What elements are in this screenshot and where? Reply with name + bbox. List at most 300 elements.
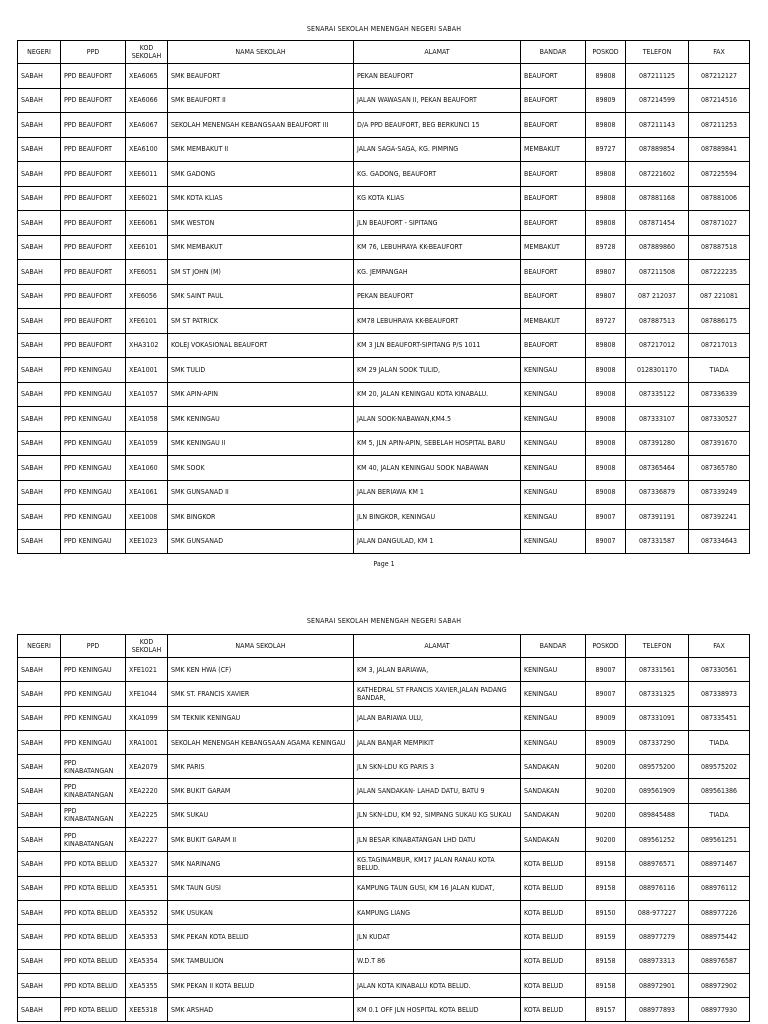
cell-poskod: 89008 <box>586 407 626 432</box>
table-row <box>18 456 750 481</box>
table-row <box>18 828 750 852</box>
cell-telefon: 087391280 <box>626 431 689 456</box>
cell-fax: TIADA <box>689 730 750 754</box>
cell-negeri: SABAH <box>18 162 61 187</box>
cell-bandar: SANDAKAN <box>521 803 586 827</box>
cell-alamat: JALAN BERIAWA KM 1 <box>354 480 521 505</box>
header-negeri: NEGERI <box>18 635 61 658</box>
cell-fax: 087871027 <box>689 211 750 236</box>
cell-telefon: 087391191 <box>626 505 689 530</box>
cell-nama-sekolah: SMK KENINGAU II <box>168 431 354 456</box>
table-row <box>18 973 750 997</box>
header-telefon: TELEFON <box>626 635 689 658</box>
cell-bandar: KOTA BELUD <box>521 852 586 876</box>
cell-ppd: PPD KENINGAU <box>61 505 126 530</box>
cell-poskod: 89808 <box>586 186 626 211</box>
cell-telefon: 089561909 <box>626 779 689 803</box>
cell-telefon: 087881168 <box>626 186 689 211</box>
table-row <box>18 113 750 138</box>
cell-kod-sekolah: XFE6056 <box>126 284 168 309</box>
cell-nama-sekolah: SMK KOTA KLIAS <box>168 186 354 211</box>
cell-nama-sekolah: SMK USUKAN <box>168 900 354 924</box>
cell-telefon: 087365464 <box>626 456 689 481</box>
cell-fax: 087335451 <box>689 706 750 730</box>
cell-telefon: 088976116 <box>626 876 689 900</box>
table-row <box>18 309 750 334</box>
cell-kod-sekolah: XEA5353 <box>126 925 168 949</box>
cell-nama-sekolah: SMK PARIS <box>168 755 354 779</box>
cell-nama-sekolah: SMK SAINT PAUL <box>168 284 354 309</box>
cell-nama-sekolah: SMK KENINGAU <box>168 407 354 432</box>
cell-ppd: PPD KENINGAU <box>61 658 126 682</box>
cell-kod-sekolah: XEA2227 <box>126 828 168 852</box>
cell-negeri: SABAH <box>18 113 61 138</box>
cell-alamat: JALAN WAWASAN II, PEKAN BEAUFORT <box>354 88 521 113</box>
header-kod-sekolah: KOD SEKOLAH <box>126 635 168 658</box>
cell-negeri: SABAH <box>18 755 61 779</box>
cell-nama-sekolah: SMK ARSHAD <box>168 998 354 1022</box>
cell-nama-sekolah: SMK GUNSANAD II <box>168 480 354 505</box>
cell-negeri: SABAH <box>18 88 61 113</box>
cell-negeri: SABAH <box>18 658 61 682</box>
cell-ppd: PPD KINABATANGAN <box>61 779 126 803</box>
cell-nama-sekolah: SMK GADONG <box>168 162 354 187</box>
cell-kod-sekolah: XEA2220 <box>126 779 168 803</box>
header-poskod: POSKOD <box>586 41 626 64</box>
header-fax: FAX <box>689 41 750 64</box>
cell-negeri: SABAH <box>18 682 61 706</box>
cell-fax: 089561251 <box>689 828 750 852</box>
cell-bandar: SANDAKAN <box>521 828 586 852</box>
cell-ppd: PPD BEAUFORT <box>61 88 126 113</box>
cell-kod-sekolah: XEA1060 <box>126 456 168 481</box>
cell-alamat: KM 0.1 OFF JLN HOSPITAL KOTA BELUD <box>354 998 521 1022</box>
cell-bandar: KENINGAU <box>521 358 586 383</box>
cell-fax: TIADA <box>689 803 750 827</box>
cell-bandar: KOTA BELUD <box>521 998 586 1022</box>
cell-fax: 087225594 <box>689 162 750 187</box>
cell-bandar: KENINGAU <box>521 658 586 682</box>
cell-fax: 088972902 <box>689 973 750 997</box>
cell-bandar: BEAUFORT <box>521 162 586 187</box>
cell-kod-sekolah: XEA1001 <box>126 358 168 383</box>
cell-telefon: 087 212037 <box>626 284 689 309</box>
cell-alamat: W.D.T 86 <box>354 949 521 973</box>
cell-nama-sekolah: SMK BUKIT GARAM <box>168 779 354 803</box>
cell-telefon: 087333107 <box>626 407 689 432</box>
cell-fax: 088977930 <box>689 998 750 1022</box>
cell-poskod: 89007 <box>586 658 626 682</box>
cell-telefon: 087211508 <box>626 260 689 285</box>
cell-bandar: KENINGAU <box>521 431 586 456</box>
cell-fax: 087338973 <box>689 682 750 706</box>
cell-ppd: PPD BEAUFORT <box>61 211 126 236</box>
cell-nama-sekolah: KOLEJ VOKASIONAL BEAUFORT <box>168 333 354 358</box>
table-row <box>18 706 750 730</box>
cell-ppd: PPD BEAUFORT <box>61 333 126 358</box>
table-row <box>18 358 750 383</box>
table-row <box>18 998 750 1022</box>
cell-nama-sekolah: SMK MEMBAKUT <box>168 235 354 260</box>
cell-alamat: PEKAN BEAUFORT <box>354 284 521 309</box>
cell-fax: 089561386 <box>689 779 750 803</box>
cell-negeri: SABAH <box>18 186 61 211</box>
cell-bandar: BEAUFORT <box>521 88 586 113</box>
cell-alamat: D/A PPD BEAUFORT, BEG BERKUNCI 15 <box>354 113 521 138</box>
cell-fax: 087330561 <box>689 658 750 682</box>
cell-nama-sekolah: SMK WESTON <box>168 211 354 236</box>
cell-nama-sekolah: SMK BEAUFORT <box>168 64 354 89</box>
cell-kod-sekolah: XFE1044 <box>126 682 168 706</box>
header-bandar: BANDAR <box>521 635 586 658</box>
cell-ppd: PPD BEAUFORT <box>61 162 126 187</box>
cell-kod-sekolah: XEE1008 <box>126 505 168 530</box>
cell-kod-sekolah: XEA5355 <box>126 973 168 997</box>
cell-alamat: JLN BEAUFORT - SIPITANG <box>354 211 521 236</box>
table-row <box>18 186 750 211</box>
cell-negeri: SABAH <box>18 456 61 481</box>
cell-fax: 087 221081 <box>689 284 750 309</box>
cell-negeri: SABAH <box>18 505 61 530</box>
cell-ppd: PPD KOTA BELUD <box>61 949 126 973</box>
cell-kod-sekolah: XEE6011 <box>126 162 168 187</box>
table-row <box>18 925 750 949</box>
cell-bandar: KOTA BELUD <box>521 925 586 949</box>
cell-alamat: KM 5, JLN APIN-APIN, SEBELAH HOSPITAL BARU <box>354 431 521 456</box>
table-row <box>18 658 750 682</box>
cell-ppd: PPD KENINGAU <box>61 382 126 407</box>
cell-ppd: PPD KENINGAU <box>61 706 126 730</box>
cell-alamat: KM 20, JALAN KENINGAU KOTA KINABALU. <box>354 382 521 407</box>
cell-poskod: 90200 <box>586 779 626 803</box>
cell-nama-sekolah: SMK TAUN GUSI <box>168 876 354 900</box>
cell-poskod: 89007 <box>586 505 626 530</box>
cell-poskod: 89809 <box>586 88 626 113</box>
cell-kod-sekolah: XEE6061 <box>126 211 168 236</box>
cell-nama-sekolah: SMK BEAUFORT II <box>168 88 354 113</box>
cell-ppd: PPD BEAUFORT <box>61 260 126 285</box>
cell-alamat: JLN SKN-LDU, KM 92, SIMPANG SUKAU KG SUKAU <box>354 803 521 827</box>
cell-bandar: MEMBAKUT <box>521 309 586 334</box>
cell-negeri: SABAH <box>18 64 61 89</box>
cell-negeri: SABAH <box>18 431 61 456</box>
cell-poskod: 89008 <box>586 431 626 456</box>
cell-poskod: 89158 <box>586 949 626 973</box>
cell-bandar: BEAUFORT <box>521 64 586 89</box>
cell-ppd: PPD KOTA BELUD <box>61 925 126 949</box>
cell-nama-sekolah: SMK SUKAU <box>168 803 354 827</box>
cell-ppd: PPD KENINGAU <box>61 407 126 432</box>
cell-alamat: KAMPUNG LIANG <box>354 900 521 924</box>
cell-fax: TIADA <box>689 358 750 383</box>
cell-kod-sekolah: XRA1001 <box>126 730 168 754</box>
cell-bandar: KENINGAU <box>521 505 586 530</box>
cell-negeri: SABAH <box>18 876 61 900</box>
cell-poskod: 89009 <box>586 706 626 730</box>
cell-bandar: BEAUFORT <box>521 284 586 309</box>
cell-telefon: 087214599 <box>626 88 689 113</box>
cell-alamat: KM 3 JLN BEAUFORT-SIPITANG P/S 1011 <box>354 333 521 358</box>
cell-negeri: SABAH <box>18 309 61 334</box>
cell-ppd: PPD KINABATANGAN <box>61 755 126 779</box>
cell-bandar: KOTA BELUD <box>521 973 586 997</box>
cell-telefon: 0128301170 <box>626 358 689 383</box>
cell-kod-sekolah: XEA6100 <box>126 137 168 162</box>
cell-negeri: SABAH <box>18 137 61 162</box>
cell-fax: 088976587 <box>689 949 750 973</box>
cell-telefon: 087221602 <box>626 162 689 187</box>
cell-nama-sekolah: SM TEKNIK KENINGAU <box>168 706 354 730</box>
table-row <box>18 755 750 779</box>
cell-alamat: JALAN KOTA KINABALU KOTA BELUD. <box>354 973 521 997</box>
cell-telefon: 087331091 <box>626 706 689 730</box>
cell-fax: 087212127 <box>689 64 750 89</box>
cell-negeri: SABAH <box>18 730 61 754</box>
cell-telefon: 088972901 <box>626 973 689 997</box>
cell-alamat: KM 76, LEBUHRAYA KK-BEAUFORT <box>354 235 521 260</box>
table-row <box>18 480 750 505</box>
cell-fax: 087881006 <box>689 186 750 211</box>
cell-alamat: JALAN BARIAWA ULU, <box>354 706 521 730</box>
cell-alamat: JLN BESAR KINABATANGAN LHD DATU <box>354 828 521 852</box>
cell-ppd: PPD BEAUFORT <box>61 235 126 260</box>
cell-kod-sekolah: XEA6065 <box>126 64 168 89</box>
cell-kod-sekolah: XEA1059 <box>126 431 168 456</box>
cell-telefon: 087331325 <box>626 682 689 706</box>
cell-kod-sekolah: XEA2225 <box>126 803 168 827</box>
page-title: SENARAI SEKOLAH MENENGAH NEGERI SABAH <box>306 25 462 33</box>
cell-fax: 088976112 <box>689 876 750 900</box>
cell-poskod: 89008 <box>586 456 626 481</box>
cell-nama-sekolah: SEKOLAH MENENGAH KEBANGSAAN AGAMA KENINGAU <box>168 730 354 754</box>
cell-fax: 088971467 <box>689 852 750 876</box>
cell-telefon: 087331561 <box>626 658 689 682</box>
table-row <box>18 162 750 187</box>
cell-nama-sekolah: SEKOLAH MENENGAH KEBANGSAAN BEAUFORT III <box>168 113 354 138</box>
cell-ppd: PPD KENINGAU <box>61 456 126 481</box>
cell-fax: 087330527 <box>689 407 750 432</box>
cell-telefon: 088977893 <box>626 998 689 1022</box>
cell-fax: 087392241 <box>689 505 750 530</box>
cell-poskod: 89808 <box>586 113 626 138</box>
cell-negeri: SABAH <box>18 284 61 309</box>
cell-telefon: 087887513 <box>626 309 689 334</box>
cell-alamat: JLN SKN-LDU KG PARIS 3 <box>354 755 521 779</box>
table-row <box>18 333 750 358</box>
cell-bandar: MEMBAKUT <box>521 235 586 260</box>
table-row <box>18 407 750 432</box>
cell-fax: 087211253 <box>689 113 750 138</box>
cell-bandar: BEAUFORT <box>521 260 586 285</box>
page-number: Page 1 <box>373 560 395 568</box>
cell-bandar: KENINGAU <box>521 529 586 554</box>
cell-kod-sekolah: XEE5318 <box>126 998 168 1022</box>
cell-nama-sekolah: SMK KEN HWA (CF) <box>168 658 354 682</box>
cell-fax: 087391670 <box>689 431 750 456</box>
cell-alamat: JALAN SOOK-NABAWAN,KM4.5 <box>354 407 521 432</box>
table-row <box>18 235 750 260</box>
cell-poskod: 89159 <box>586 925 626 949</box>
cell-fax: 087886175 <box>689 309 750 334</box>
cell-negeri: SABAH <box>18 480 61 505</box>
cell-telefon: 087335122 <box>626 382 689 407</box>
cell-fax: 087217013 <box>689 333 750 358</box>
cell-poskod: 89150 <box>586 900 626 924</box>
cell-bandar: KENINGAU <box>521 456 586 481</box>
cell-nama-sekolah: SMK MEMBAKUT II <box>168 137 354 162</box>
cell-negeri: SABAH <box>18 407 61 432</box>
cell-ppd: PPD BEAUFORT <box>61 64 126 89</box>
cell-fax: 089575202 <box>689 755 750 779</box>
cell-alamat: KM 40, JALAN KENINGAU SOOK NABAWAN <box>354 456 521 481</box>
cell-bandar: KENINGAU <box>521 730 586 754</box>
cell-ppd: PPD KOTA BELUD <box>61 876 126 900</box>
cell-telefon: 087217012 <box>626 333 689 358</box>
table-row <box>18 260 750 285</box>
cell-poskod: 89807 <box>586 260 626 285</box>
cell-telefon: 087336879 <box>626 480 689 505</box>
cell-telefon: 088976571 <box>626 852 689 876</box>
cell-ppd: PPD BEAUFORT <box>61 186 126 211</box>
cell-telefon: 087871454 <box>626 211 689 236</box>
cell-kod-sekolah: XEE1023 <box>126 529 168 554</box>
cell-alamat: KM 3, JALAN BARIAWA, <box>354 658 521 682</box>
cell-telefon: 088977279 <box>626 925 689 949</box>
cell-telefon: 087211125 <box>626 64 689 89</box>
cell-bandar: KENINGAU <box>521 382 586 407</box>
cell-nama-sekolah: SMK NARINANG <box>168 852 354 876</box>
table-header-row <box>18 635 750 658</box>
table-row <box>18 284 750 309</box>
cell-negeri: SABAH <box>18 998 61 1022</box>
table-row <box>18 64 750 89</box>
cell-poskod: 89007 <box>586 529 626 554</box>
cell-kod-sekolah: XEA1058 <box>126 407 168 432</box>
cell-kod-sekolah: XEA6067 <box>126 113 168 138</box>
cell-kod-sekolah: XEA6066 <box>126 88 168 113</box>
cell-ppd: PPD KOTA BELUD <box>61 973 126 997</box>
cell-telefon: 087331587 <box>626 529 689 554</box>
cell-kod-sekolah: XEE6021 <box>126 186 168 211</box>
cell-negeri: SABAH <box>18 382 61 407</box>
cell-telefon: 089845488 <box>626 803 689 827</box>
cell-telefon: 088973313 <box>626 949 689 973</box>
cell-telefon: 089561252 <box>626 828 689 852</box>
cell-bandar: BEAUFORT <box>521 113 586 138</box>
cell-bandar: MEMBAKUT <box>521 137 586 162</box>
header-poskod: POSKOD <box>586 635 626 658</box>
cell-ppd: PPD KENINGAU <box>61 480 126 505</box>
cell-nama-sekolah: SMK BINGKOR <box>168 505 354 530</box>
header-telefon: TELEFON <box>626 41 689 64</box>
cell-bandar: SANDAKAN <box>521 755 586 779</box>
cell-kod-sekolah: XEA5352 <box>126 900 168 924</box>
cell-alamat: JALAN SAGA-SAGA, KG. PIMPING <box>354 137 521 162</box>
cell-alamat: JLN BINGKOR, KENINGAU <box>354 505 521 530</box>
cell-bandar: KENINGAU <box>521 682 586 706</box>
cell-fax: 087222235 <box>689 260 750 285</box>
table-row <box>18 505 750 530</box>
cell-bandar: BEAUFORT <box>521 186 586 211</box>
table-row <box>18 876 750 900</box>
cell-alamat: KG. GADONG, BEAUFORT <box>354 162 521 187</box>
table-row <box>18 949 750 973</box>
cell-poskod: 90200 <box>586 828 626 852</box>
cell-nama-sekolah: SMK PEKAN II KOTA BELUD <box>168 973 354 997</box>
table-row <box>18 529 750 554</box>
cell-ppd: PPD BEAUFORT <box>61 284 126 309</box>
cell-poskod: 89009 <box>586 730 626 754</box>
cell-alamat: JALAN SANDAKAN- LAHAD DATU, BATU 9 <box>354 779 521 803</box>
cell-ppd: PPD BEAUFORT <box>61 309 126 334</box>
page-title-2: SENARAI SEKOLAH MENENGAH NEGERI SABAH <box>306 617 462 625</box>
cell-bandar: BEAUFORT <box>521 211 586 236</box>
header-alamat: ALAMAT <box>354 41 521 64</box>
cell-nama-sekolah: SMK TAMBULION <box>168 949 354 973</box>
cell-poskod: 89807 <box>586 284 626 309</box>
cell-fax: 087887518 <box>689 235 750 260</box>
cell-telefon: 087889860 <box>626 235 689 260</box>
cell-poskod: 89808 <box>586 211 626 236</box>
cell-alamat: KM 29 JALAN SOOK TULID, <box>354 358 521 383</box>
header-ppd: PPD <box>61 635 126 658</box>
cell-alamat: JALAN BANJAR MEMPIKIT <box>354 730 521 754</box>
cell-fax: 087334643 <box>689 529 750 554</box>
cell-negeri: SABAH <box>18 706 61 730</box>
table-row <box>18 137 750 162</box>
cell-alamat: KATHEDRAL ST FRANCIS XAVIER,JALAN PADANG BANDAR, <box>354 682 521 706</box>
cell-kod-sekolah: XEE6101 <box>126 235 168 260</box>
cell-negeri: SABAH <box>18 235 61 260</box>
cell-nama-sekolah: SMK GUNSANAD <box>168 529 354 554</box>
header-kod-sekolah: KOD SEKOLAH <box>126 41 168 64</box>
cell-bandar: KENINGAU <box>521 706 586 730</box>
header-nama-sekolah: NAMA SEKOLAH <box>168 635 354 658</box>
cell-negeri: SABAH <box>18 925 61 949</box>
cell-ppd: PPD KENINGAU <box>61 682 126 706</box>
cell-bandar: KOTA BELUD <box>521 900 586 924</box>
cell-kod-sekolah: XKA1099 <box>126 706 168 730</box>
header-negeri: NEGERI <box>18 41 61 64</box>
table-row <box>18 852 750 876</box>
cell-telefon: 088-977227 <box>626 900 689 924</box>
cell-nama-sekolah: SMK SOOK <box>168 456 354 481</box>
cell-negeri: SABAH <box>18 529 61 554</box>
cell-telefon: 089575200 <box>626 755 689 779</box>
cell-alamat: JLN KUDAT <box>354 925 521 949</box>
cell-kod-sekolah: XEA1061 <box>126 480 168 505</box>
cell-nama-sekolah: SM ST JOHN (M) <box>168 260 354 285</box>
cell-ppd: PPD KOTA BELUD <box>61 852 126 876</box>
table-row <box>18 803 750 827</box>
table-row <box>18 730 750 754</box>
cell-ppd: PPD BEAUFORT <box>61 113 126 138</box>
cell-negeri: SABAH <box>18 333 61 358</box>
cell-poskod: 89808 <box>586 64 626 89</box>
cell-ppd: PPD KOTA BELUD <box>61 998 126 1022</box>
cell-alamat: KAMPUNG TAUN GUSI, KM 16 JALAN KUDAT, <box>354 876 521 900</box>
table-row <box>18 431 750 456</box>
cell-negeri: SABAH <box>18 828 61 852</box>
cell-kod-sekolah: XHA3102 <box>126 333 168 358</box>
table-row <box>18 682 750 706</box>
cell-kod-sekolah: XFE1021 <box>126 658 168 682</box>
cell-bandar: KOTA BELUD <box>521 949 586 973</box>
cell-poskod: 89007 <box>586 682 626 706</box>
cell-fax: 088977226 <box>689 900 750 924</box>
cell-poskod: 89158 <box>586 852 626 876</box>
cell-kod-sekolah: XEA1057 <box>126 382 168 407</box>
